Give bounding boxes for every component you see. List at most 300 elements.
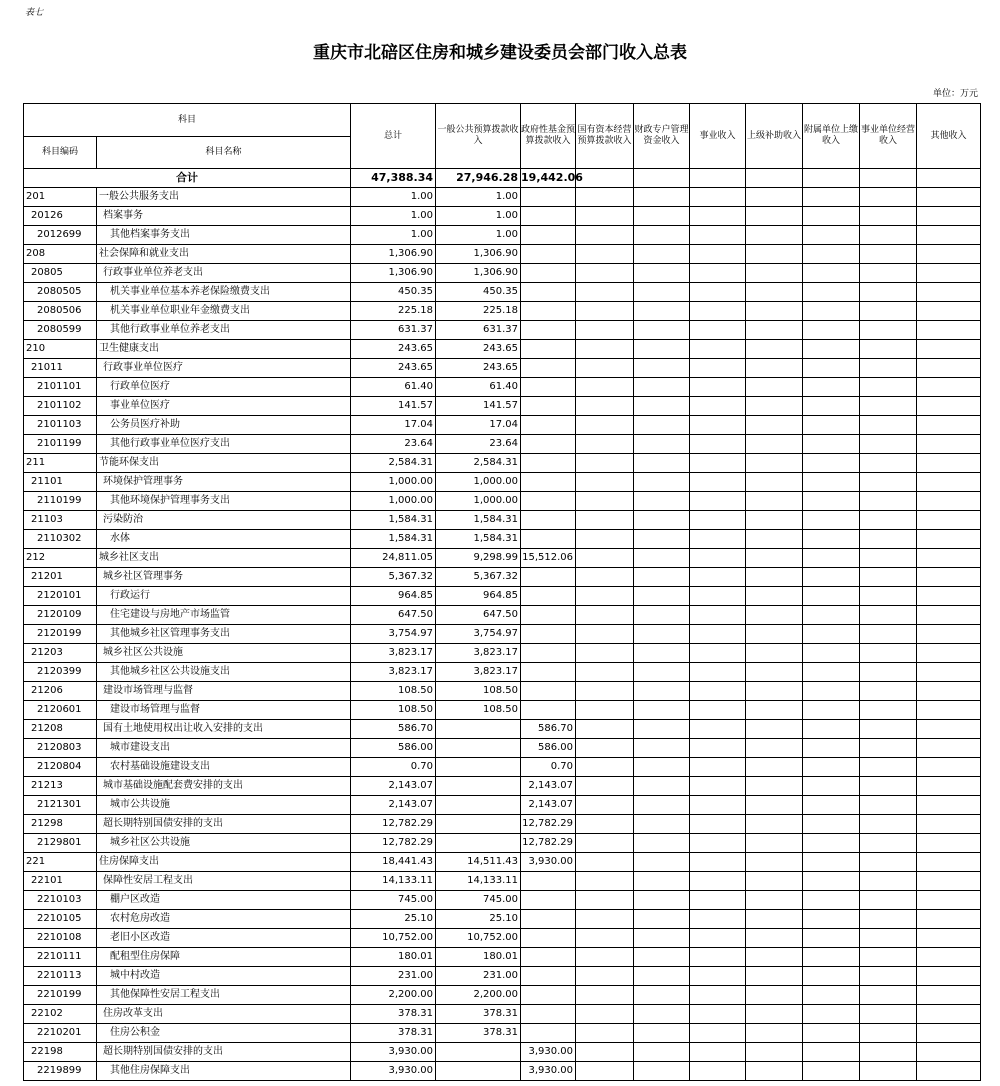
subject-name-cell: 其他保障性安居工程支出	[97, 986, 351, 1005]
subject-name-cell: 卫生健康支出	[97, 340, 351, 359]
empty-cell	[803, 473, 860, 492]
empty-cell	[576, 910, 634, 929]
table-row	[24, 1062, 981, 1081]
empty-cell	[576, 511, 634, 530]
gov-fund-cell	[521, 986, 576, 1005]
empty-cell	[746, 853, 803, 872]
empty-cell	[634, 701, 690, 720]
total-cell: 2,200.00	[351, 986, 436, 1005]
empty-cell	[690, 530, 746, 549]
empty-cell	[746, 815, 803, 834]
empty-cell	[690, 625, 746, 644]
empty-cell	[917, 758, 981, 777]
subject-name-cell: 水体	[97, 530, 351, 549]
empty-cell	[690, 777, 746, 796]
empty-cell	[917, 568, 981, 587]
general-budget-cell: 378.31	[436, 1024, 521, 1043]
table-row	[24, 777, 981, 796]
subject-name-cell: 建设市场管理与监督	[97, 701, 351, 720]
total-cell: 61.40	[351, 378, 436, 397]
subject-code-cell: 208	[24, 245, 97, 264]
empty-cell	[576, 929, 634, 948]
subject-code-cell: 2120101	[24, 587, 97, 606]
empty-cell	[690, 1062, 746, 1081]
total-cell: 1.00	[351, 207, 436, 226]
empty-cell	[690, 321, 746, 340]
income-table	[23, 103, 981, 1081]
empty-cell	[803, 777, 860, 796]
subject-name-cell: 档案事务	[97, 207, 351, 226]
general-budget-cell	[436, 758, 521, 777]
general-budget-cell: 631.37	[436, 321, 521, 340]
empty-cell	[917, 948, 981, 967]
gov-fund-cell	[521, 644, 576, 663]
table-row	[24, 682, 981, 701]
subject-code-cell: 21203	[24, 644, 97, 663]
gov-fund-cell	[521, 1005, 576, 1024]
subject-code-cell: 2219899	[24, 1062, 97, 1081]
header-affiliated: 附属单位上缴收入	[803, 104, 860, 169]
total-cell: 1,584.31	[351, 511, 436, 530]
total-cell: 378.31	[351, 1005, 436, 1024]
subject-name-cell: 机关事业单位职业年金缴费支出	[97, 302, 351, 321]
empty-cell	[576, 169, 634, 188]
table-row	[24, 397, 981, 416]
gov-fund-cell: 3,930.00	[521, 1062, 576, 1081]
empty-cell	[690, 188, 746, 207]
empty-cell	[917, 1024, 981, 1043]
total-cell: 2,584.31	[351, 454, 436, 473]
total-cell: 5,367.32	[351, 568, 436, 587]
gov-fund-cell	[521, 511, 576, 530]
empty-cell	[803, 739, 860, 758]
general-budget-cell: 108.50	[436, 701, 521, 720]
general-budget-cell	[436, 1062, 521, 1081]
empty-cell	[917, 435, 981, 454]
general-budget-cell: 378.31	[436, 1005, 521, 1024]
empty-cell	[746, 530, 803, 549]
gov-fund-cell	[521, 682, 576, 701]
empty-cell	[746, 606, 803, 625]
empty-cell	[634, 245, 690, 264]
empty-cell	[690, 682, 746, 701]
empty-cell	[690, 891, 746, 910]
empty-cell	[803, 340, 860, 359]
subject-code-cell: 2210111	[24, 948, 97, 967]
empty-cell	[746, 1043, 803, 1062]
empty-cell	[917, 834, 981, 853]
empty-cell	[690, 226, 746, 245]
general-budget-cell: 17.04	[436, 416, 521, 435]
empty-cell	[917, 625, 981, 644]
general-budget-cell: 14,511.43	[436, 853, 521, 872]
empty-cell	[634, 986, 690, 1005]
empty-cell	[917, 1062, 981, 1081]
total-cell: 141.57	[351, 397, 436, 416]
empty-cell	[634, 967, 690, 986]
empty-cell	[917, 340, 981, 359]
empty-cell	[746, 834, 803, 853]
empty-cell	[860, 378, 917, 397]
empty-cell	[860, 872, 917, 891]
empty-cell	[690, 701, 746, 720]
empty-cell	[746, 568, 803, 587]
empty-cell	[860, 644, 917, 663]
empty-cell	[917, 663, 981, 682]
subject-code-cell: 2101103	[24, 416, 97, 435]
empty-cell	[803, 815, 860, 834]
subject-code-cell: 221	[24, 853, 97, 872]
empty-cell	[746, 587, 803, 606]
subject-name-cell: 社会保障和就业支出	[97, 245, 351, 264]
subject-name-cell: 住房公积金	[97, 1024, 351, 1043]
subject-name-cell: 超长期特别国债安排的支出	[97, 815, 351, 834]
empty-cell	[746, 720, 803, 739]
subject-code-cell: 2210199	[24, 986, 97, 1005]
empty-cell	[917, 910, 981, 929]
gov-fund-cell	[521, 245, 576, 264]
total-cell: 3,930.00	[351, 1062, 436, 1081]
empty-cell	[860, 720, 917, 739]
subject-name-cell: 城乡社区公共设施	[97, 644, 351, 663]
empty-cell	[917, 454, 981, 473]
gov-fund-cell	[521, 359, 576, 378]
table-row	[24, 302, 981, 321]
empty-cell	[917, 264, 981, 283]
gov-fund-cell	[521, 416, 576, 435]
general-budget-cell: 225.18	[436, 302, 521, 321]
subject-code-cell: 21213	[24, 777, 97, 796]
empty-cell	[860, 302, 917, 321]
empty-cell	[803, 872, 860, 891]
general-budget-cell: 108.50	[436, 682, 521, 701]
general-budget-cell	[436, 796, 521, 815]
subject-code-cell: 2210105	[24, 910, 97, 929]
empty-cell	[860, 606, 917, 625]
empty-cell	[746, 416, 803, 435]
empty-cell	[690, 473, 746, 492]
subject-name-cell: 城市建设支出	[97, 739, 351, 758]
subject-code-cell: 22198	[24, 1043, 97, 1062]
table-row	[24, 853, 981, 872]
general-budget-cell: 243.65	[436, 340, 521, 359]
empty-cell	[576, 302, 634, 321]
empty-cell	[746, 378, 803, 397]
empty-cell	[690, 606, 746, 625]
gov-fund-cell	[521, 872, 576, 891]
total-cell: 1,000.00	[351, 492, 436, 511]
empty-cell	[690, 796, 746, 815]
subject-name-cell: 住房保障支出	[97, 853, 351, 872]
gov-fund-cell: 2,143.07	[521, 796, 576, 815]
general-budget-cell: 964.85	[436, 587, 521, 606]
empty-cell	[803, 587, 860, 606]
empty-cell	[690, 1024, 746, 1043]
empty-cell	[917, 397, 981, 416]
empty-cell	[634, 207, 690, 226]
empty-cell	[690, 435, 746, 454]
general-budget-cell	[436, 777, 521, 796]
general-budget-cell: 231.00	[436, 967, 521, 986]
empty-cell	[803, 226, 860, 245]
general-budget-cell: 1,306.90	[436, 245, 521, 264]
empty-cell	[860, 739, 917, 758]
empty-cell	[690, 644, 746, 663]
table-row	[24, 1043, 981, 1062]
total-cell: 243.65	[351, 340, 436, 359]
table-row	[24, 1024, 981, 1043]
empty-cell	[917, 226, 981, 245]
empty-cell	[917, 701, 981, 720]
empty-cell	[917, 587, 981, 606]
empty-cell	[576, 758, 634, 777]
empty-cell	[803, 625, 860, 644]
empty-cell	[860, 435, 917, 454]
table-row	[24, 207, 981, 226]
empty-cell	[860, 701, 917, 720]
empty-cell	[917, 796, 981, 815]
subject-name-cell: 行政事业单位养老支出	[97, 264, 351, 283]
header-general-budget: 一般公共预算拨款收入	[436, 104, 521, 169]
empty-cell	[634, 910, 690, 929]
empty-cell	[917, 929, 981, 948]
general-budget-cell	[436, 815, 521, 834]
empty-cell	[746, 796, 803, 815]
total-cell: 378.31	[351, 1024, 436, 1043]
empty-cell	[860, 625, 917, 644]
subject-name-cell: 住房改革支出	[97, 1005, 351, 1024]
empty-cell	[803, 1005, 860, 1024]
empty-cell	[917, 511, 981, 530]
empty-cell	[746, 891, 803, 910]
empty-cell	[576, 853, 634, 872]
table-row	[24, 283, 981, 302]
empty-cell	[917, 606, 981, 625]
table-row	[24, 530, 981, 549]
empty-cell	[634, 492, 690, 511]
subject-code-cell: 21206	[24, 682, 97, 701]
subject-code-cell: 2121301	[24, 796, 97, 815]
subject-code-cell: 20805	[24, 264, 97, 283]
empty-cell	[746, 739, 803, 758]
empty-cell	[746, 454, 803, 473]
empty-cell	[634, 834, 690, 853]
total-cell: 23.64	[351, 435, 436, 454]
empty-cell	[634, 302, 690, 321]
empty-cell	[803, 245, 860, 264]
empty-cell	[803, 188, 860, 207]
subject-name-cell: 棚户区改造	[97, 891, 351, 910]
general-budget-cell: 1,584.31	[436, 530, 521, 549]
subject-name-cell: 其他行政事业单位养老支出	[97, 321, 351, 340]
empty-cell	[634, 378, 690, 397]
empty-cell	[634, 796, 690, 815]
subject-code-cell: 211	[24, 454, 97, 473]
empty-cell	[746, 663, 803, 682]
subject-name-cell: 其他城乡社区管理事务支出	[97, 625, 351, 644]
empty-cell	[860, 245, 917, 264]
empty-cell	[917, 169, 981, 188]
total-cell: 2,143.07	[351, 796, 436, 815]
empty-cell	[576, 777, 634, 796]
empty-cell	[860, 473, 917, 492]
table-row	[24, 378, 981, 397]
general-budget-cell: 25.10	[436, 910, 521, 929]
empty-cell	[576, 245, 634, 264]
subject-name-cell: 城乡社区管理事务	[97, 568, 351, 587]
empty-cell	[917, 986, 981, 1005]
general-budget-cell: 3,823.17	[436, 663, 521, 682]
empty-cell	[690, 302, 746, 321]
empty-cell	[576, 454, 634, 473]
subject-name-cell: 机关事业单位基本养老保险缴费支出	[97, 283, 351, 302]
empty-cell	[917, 1005, 981, 1024]
empty-cell	[576, 549, 634, 568]
empty-cell	[634, 435, 690, 454]
empty-cell	[576, 796, 634, 815]
table-row	[24, 948, 981, 967]
empty-cell	[690, 739, 746, 758]
empty-cell	[917, 739, 981, 758]
table-body	[24, 169, 981, 1081]
empty-cell	[634, 454, 690, 473]
gov-fund-cell	[521, 568, 576, 587]
general-budget-cell: 1,306.90	[436, 264, 521, 283]
gov-fund-cell	[521, 948, 576, 967]
empty-cell	[860, 226, 917, 245]
empty-cell	[746, 245, 803, 264]
total-cell: 1.00	[351, 188, 436, 207]
empty-cell	[803, 283, 860, 302]
empty-cell	[860, 929, 917, 948]
header-operating: 事业单位经营收入	[860, 104, 917, 169]
empty-cell	[634, 1005, 690, 1024]
empty-cell	[690, 207, 746, 226]
total-cell: 1,306.90	[351, 264, 436, 283]
empty-cell	[634, 359, 690, 378]
empty-cell	[860, 568, 917, 587]
empty-cell	[634, 587, 690, 606]
empty-cell	[860, 948, 917, 967]
empty-cell	[634, 948, 690, 967]
total-row	[24, 169, 981, 188]
subject-code-cell: 2080599	[24, 321, 97, 340]
empty-cell	[917, 245, 981, 264]
empty-cell	[746, 929, 803, 948]
table-row	[24, 454, 981, 473]
subject-name-cell: 城中村改造	[97, 967, 351, 986]
empty-cell	[690, 1043, 746, 1062]
empty-cell	[746, 986, 803, 1005]
table-row	[24, 872, 981, 891]
empty-cell	[803, 682, 860, 701]
empty-cell	[634, 663, 690, 682]
gov-fund-cell: 586.00	[521, 739, 576, 758]
empty-cell	[803, 207, 860, 226]
empty-cell	[576, 207, 634, 226]
subject-name-cell: 其他城乡社区公共设施支出	[97, 663, 351, 682]
empty-cell	[690, 340, 746, 359]
total-cell: 12,782.29	[351, 834, 436, 853]
empty-cell	[860, 891, 917, 910]
empty-cell	[576, 1024, 634, 1043]
empty-cell	[803, 511, 860, 530]
empty-cell	[690, 378, 746, 397]
empty-cell	[746, 1024, 803, 1043]
empty-cell	[690, 283, 746, 302]
empty-cell	[746, 264, 803, 283]
general-budget-cell: 23.64	[436, 435, 521, 454]
table-row	[24, 663, 981, 682]
subject-name-cell: 行政事业单位医疗	[97, 359, 351, 378]
empty-cell	[634, 777, 690, 796]
empty-cell	[746, 207, 803, 226]
empty-cell	[860, 359, 917, 378]
empty-cell	[803, 644, 860, 663]
table-row	[24, 967, 981, 986]
subject-name-cell: 住宅建设与房地产市场监管	[97, 606, 351, 625]
empty-cell	[803, 891, 860, 910]
empty-cell	[634, 1062, 690, 1081]
table-row	[24, 796, 981, 815]
empty-cell	[746, 473, 803, 492]
empty-cell	[803, 853, 860, 872]
general-budget-cell: 3,754.97	[436, 625, 521, 644]
subject-name-cell: 节能环保支出	[97, 454, 351, 473]
empty-cell	[803, 910, 860, 929]
empty-cell	[746, 625, 803, 644]
empty-cell	[860, 397, 917, 416]
gov-fund-cell	[521, 397, 576, 416]
empty-cell	[634, 891, 690, 910]
empty-cell	[860, 530, 917, 549]
empty-cell	[917, 188, 981, 207]
subject-code-cell: 21011	[24, 359, 97, 378]
empty-cell	[917, 682, 981, 701]
subject-name-cell: 公务员医疗补助	[97, 416, 351, 435]
subject-code-cell: 2120601	[24, 701, 97, 720]
gov-fund-cell	[521, 891, 576, 910]
empty-cell	[917, 1043, 981, 1062]
empty-cell	[860, 340, 917, 359]
empty-cell	[917, 416, 981, 435]
empty-cell	[803, 549, 860, 568]
subject-code-cell: 2129801	[24, 834, 97, 853]
empty-cell	[634, 853, 690, 872]
empty-cell	[576, 226, 634, 245]
empty-cell	[576, 891, 634, 910]
total-cell: 10,752.00	[351, 929, 436, 948]
gov-fund-cell	[521, 606, 576, 625]
general-budget-cell: 1,000.00	[436, 492, 521, 511]
empty-cell	[746, 492, 803, 511]
empty-cell	[860, 264, 917, 283]
gov-fund-cell	[521, 435, 576, 454]
empty-cell	[860, 207, 917, 226]
general-budget-cell: 2,584.31	[436, 454, 521, 473]
empty-cell	[634, 226, 690, 245]
total-cell: 12,782.29	[351, 815, 436, 834]
gov-fund-cell	[521, 340, 576, 359]
gov-fund-cell	[521, 663, 576, 682]
empty-cell	[690, 758, 746, 777]
empty-cell	[746, 511, 803, 530]
subject-code-cell: 2210108	[24, 929, 97, 948]
gov-fund-cell	[521, 283, 576, 302]
empty-cell	[746, 758, 803, 777]
subject-name-cell: 其他行政事业单位医疗支出	[97, 435, 351, 454]
empty-cell	[917, 321, 981, 340]
